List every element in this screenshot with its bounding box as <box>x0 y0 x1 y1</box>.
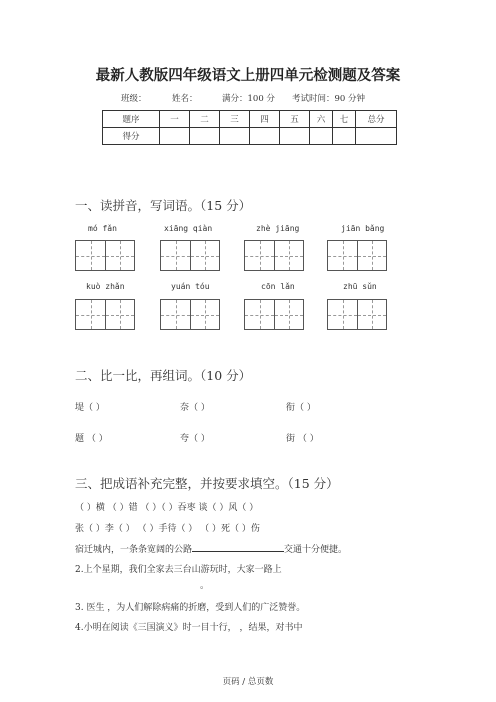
grid-cell[interactable] <box>357 241 386 270</box>
score-cell[interactable] <box>250 128 280 145</box>
word-group-item[interactable]: 奈（ ） <box>180 403 210 413</box>
grid-cell[interactable] <box>105 241 134 270</box>
score-row-label: 得分 <box>103 128 160 145</box>
grid-cell[interactable] <box>190 241 219 270</box>
writing-grid[interactable] <box>244 240 304 271</box>
pinyin-label: jiān bǎng <box>341 224 385 233</box>
score-header-cell: 六 <box>310 111 333 128</box>
grid-cell[interactable] <box>274 300 303 329</box>
section-3-heading: 三、把成语补充完整，并按要求填空。（15 分） <box>75 476 339 491</box>
score-header-cell: 三 <box>220 111 250 128</box>
grid-cell[interactable] <box>76 241 105 270</box>
word-group-item[interactable]: 题 （ ） <box>75 434 108 444</box>
grid-cell[interactable] <box>328 300 357 329</box>
pinyin-label: cōn lǎn <box>261 282 295 291</box>
score-table-score-row <box>103 128 397 145</box>
score-table-header-row <box>103 111 397 128</box>
score-cell[interactable] <box>160 128 190 145</box>
writing-grid[interactable] <box>75 240 135 271</box>
pinyin-label: yuán tóu <box>171 282 210 291</box>
grid-cell[interactable] <box>274 241 303 270</box>
score-table <box>102 110 397 145</box>
name-label: 姓名： <box>172 94 198 104</box>
pinyin-label: xiāng qiàn <box>164 224 213 233</box>
class-label: 班级： <box>121 94 147 104</box>
score-header-cell: 七 <box>333 111 356 128</box>
writing-grid[interactable] <box>160 299 220 330</box>
writing-grid[interactable] <box>244 299 304 330</box>
full-score-label: 满分：100 分 <box>222 94 275 104</box>
sentence-text: 宿迁城内，一条条宽阔的公路 <box>75 545 193 555</box>
page-title: 最新人教版四年级语文上册四单元检测题及答案 <box>95 68 401 84</box>
sentence-text: 交通十分便捷。 <box>284 545 348 555</box>
pinyin-label: zhū sǔn <box>343 282 377 291</box>
pinyin-label: kuò zhǎn <box>86 282 125 291</box>
grid-cell[interactable] <box>105 300 134 329</box>
score-header-cell: 二 <box>190 111 220 128</box>
fill-sentence-4: 4.小明在阅读《三国演义》时一目十行， ，结果，对书中 <box>75 623 303 633</box>
writing-grid[interactable] <box>327 299 387 330</box>
fill-sentence-2: 2.上个星期，我们全家去三台山游玩时，大家一路上 <box>75 565 282 575</box>
grid-cell[interactable] <box>245 300 274 329</box>
fill-sentence-3: 3. 医生 ，为人们解除病痛的折磨，受到人们的广泛赞誉。 <box>75 603 306 613</box>
word-group-item[interactable]: 夸（ ） <box>180 434 210 444</box>
word-group-item[interactable]: 堤（ ） <box>75 403 105 413</box>
writing-grid[interactable] <box>327 240 387 271</box>
grid-cell[interactable] <box>245 241 274 270</box>
word-group-item[interactable]: 街 （ ） <box>286 434 319 444</box>
grid-cell[interactable] <box>328 241 357 270</box>
score-header-cell: 五 <box>280 111 310 128</box>
score-cell[interactable] <box>310 128 333 145</box>
grid-cell[interactable] <box>161 300 190 329</box>
score-cell[interactable] <box>190 128 220 145</box>
word-group-item[interactable]: 衔（ ） <box>286 403 316 413</box>
grid-cell[interactable] <box>357 300 386 329</box>
writing-grid[interactable] <box>160 240 220 271</box>
score-header-cell: 总分 <box>356 111 397 128</box>
section-1-heading: 一、读拼音，写词语。（15 分） <box>75 198 252 213</box>
idiom-line-2[interactable]: 张（ ）李（ ） （ ）手待（ ） （ ）死（ ）伤 <box>75 524 260 534</box>
grid-cell[interactable] <box>190 300 219 329</box>
score-header-cell: 四 <box>250 111 280 128</box>
pinyin-label: zhè jiāng <box>256 224 300 233</box>
score-cell[interactable] <box>333 128 356 145</box>
score-cell[interactable] <box>356 128 397 145</box>
pinyin-label: mó fǎn <box>88 224 117 233</box>
idiom-line-1[interactable]: （ ）横 （ ）错 （ ）（ ）吞枣 谈（ ）风（ ） <box>75 503 259 513</box>
score-cell[interactable] <box>220 128 250 145</box>
score-header-cell: 题序 <box>103 111 160 128</box>
sentence-period: 。 <box>200 581 210 591</box>
answer-blank[interactable] <box>192 543 284 552</box>
score-header-cell: 一 <box>160 111 190 128</box>
page-footer: 页码 / 总页数 <box>222 677 274 687</box>
score-cell[interactable] <box>280 128 310 145</box>
exam-time-label: 考试时间：90 分钟 <box>292 94 366 104</box>
section-2-heading: 二、比一比，再组词。（10 分） <box>75 368 252 383</box>
fill-sentence-1 <box>75 542 347 555</box>
grid-cell[interactable] <box>161 241 190 270</box>
grid-cell[interactable] <box>76 300 105 329</box>
writing-grid[interactable] <box>75 299 135 330</box>
